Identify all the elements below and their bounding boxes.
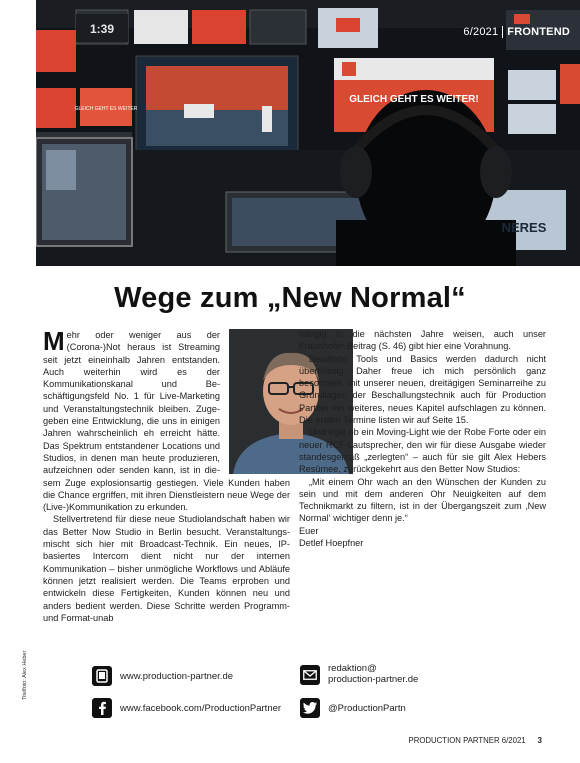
quote-paragraph: „Mit einem Ohr wach an den Wünschen der Kunden zu sein und mit dem anderen Ohr Neuigkeiten auf dem Technikmarkt zu filtern, ist in der Übergangszeit zum ‚New Normal‘ wichtiger denn je.“ — [299, 476, 546, 524]
paragraph: Bewährte Tools und Basics werden dadurch nicht überflüssig. Daher freue ich mich persönlich ganz besonders, mit unserer neuen, dreitägigen Seminarreihe zu Grundlagen der Beschallungstechnik auch für Production Partner ein weiteres, neues Kapitel aufschlagen zu können. Die ersten Termine listen wir auf Seite 15. — [299, 353, 546, 426]
paragraph-text: ehr oder weniger aus der (Corona-)Not heraus ist Streaming seit jetzt eineinhalb Jahren entstanden. Auch weiterhin wird es der Kommunikationskanal und Beschäftigungsfeld No. 1 für Live-Marketing und Veranstaltungstechnik bleiben. Zugegeben eine Entwicklung, die uns in einigen Jahren wahrscheinlich eh erreicht hätte. Das Spektrum entstandener Locations und Studios, in denen man heute produzieren, aufzeichnen oder senden kann, ist in diesem Zuge explosionsartig gestiegen. Viele Kunden haben die Chance ergriffen, mit ihren Dienstleistern neue Wege der (Live-)Kommunikation zu erkunden. — [43, 330, 290, 513]
author-name: Detlef Hoepfner — [299, 538, 364, 549]
paragraph: Und egal ob ein Moving-Light wie der Robe Forte oder ein neuer RCF-Lautsprecher, den wir für diese Ausgabe wieder standesgemäß „zerlegten“ – auch für sie gilt Alex Hebers Resümee, zurückgekehrt aus den Better Now Studios: — [299, 427, 546, 475]
website-link[interactable] — [92, 666, 233, 686]
twitter-text: @ProductionPartn — [328, 702, 406, 714]
hero-clock: 1:39 — [89, 22, 115, 36]
mail-icon — [300, 665, 320, 685]
email-line-2: production-partner.de — [328, 673, 419, 685]
article-title: Wege zum „New Normal“ — [114, 282, 466, 314]
facebook-link[interactable] — [92, 698, 281, 718]
email-link[interactable] — [300, 664, 418, 685]
twitter-link[interactable] — [300, 698, 406, 718]
contact-links — [92, 662, 532, 732]
article-column-right — [299, 328, 546, 549]
facebook-text: www.facebook.com/ProductionPartner — [120, 702, 282, 714]
article-column-left — [43, 326, 290, 624]
portrait-spacer — [224, 329, 290, 475]
email-text — [328, 664, 418, 685]
page-number: 3 — [537, 736, 542, 745]
tag-divider — [502, 26, 503, 38]
section-name: FRONTEND — [507, 26, 570, 38]
paragraph: Stellvertretend für diese neue Studiolandschaft haben wir das Better Now Studio in Berlin besucht. Veranstaltungsmischt sich hier mit Broadcast-Technik. Ein neues, IP-basiertes Intercom dient nicht nur der internen Kommunikation – bisher unmögliche Workflows und Abläufe können jetzt realisiert werden. Die Teams erproben und entwickeln diese Fertigkeiten, Kunden können neu und anders bedient werden. Diese Schritte werden Programm- und Format-unab — [43, 514, 290, 623]
issue-section-tag — [463, 26, 570, 38]
hero-photo — [36, 0, 580, 266]
hero-screen-text: GLEICH GEHT ES WEITER! — [349, 94, 479, 105]
issue-number: 6/2021 — [463, 26, 499, 38]
sign-off: Euer — [299, 525, 319, 536]
tablet-icon — [92, 666, 112, 686]
page-footer — [409, 736, 542, 745]
facebook-icon — [92, 698, 112, 718]
twitter-bird-icon — [300, 698, 320, 718]
footer-magazine: PRODUCTION PARTNER 6/2021 — [408, 736, 526, 745]
hero-monitor-text: NERES — [501, 220, 547, 235]
drop-cap: M — [43, 326, 65, 356]
hero-small-screen-text: GLEICH GEHT ES WEITER — [74, 106, 138, 112]
photo-credit: Titelfoto: Alex Heber — [22, 650, 28, 700]
email-line-1: redaktion@ — [328, 663, 377, 674]
paragraph: hängig in die nächsten Jahre weisen, auch unser Fraunhofer-Beitrag (S. 46) gibt hier eine Vorahnung. — [299, 329, 546, 352]
website-text: www.production-partner.de — [120, 670, 234, 682]
control-room-illustration — [36, 0, 580, 266]
